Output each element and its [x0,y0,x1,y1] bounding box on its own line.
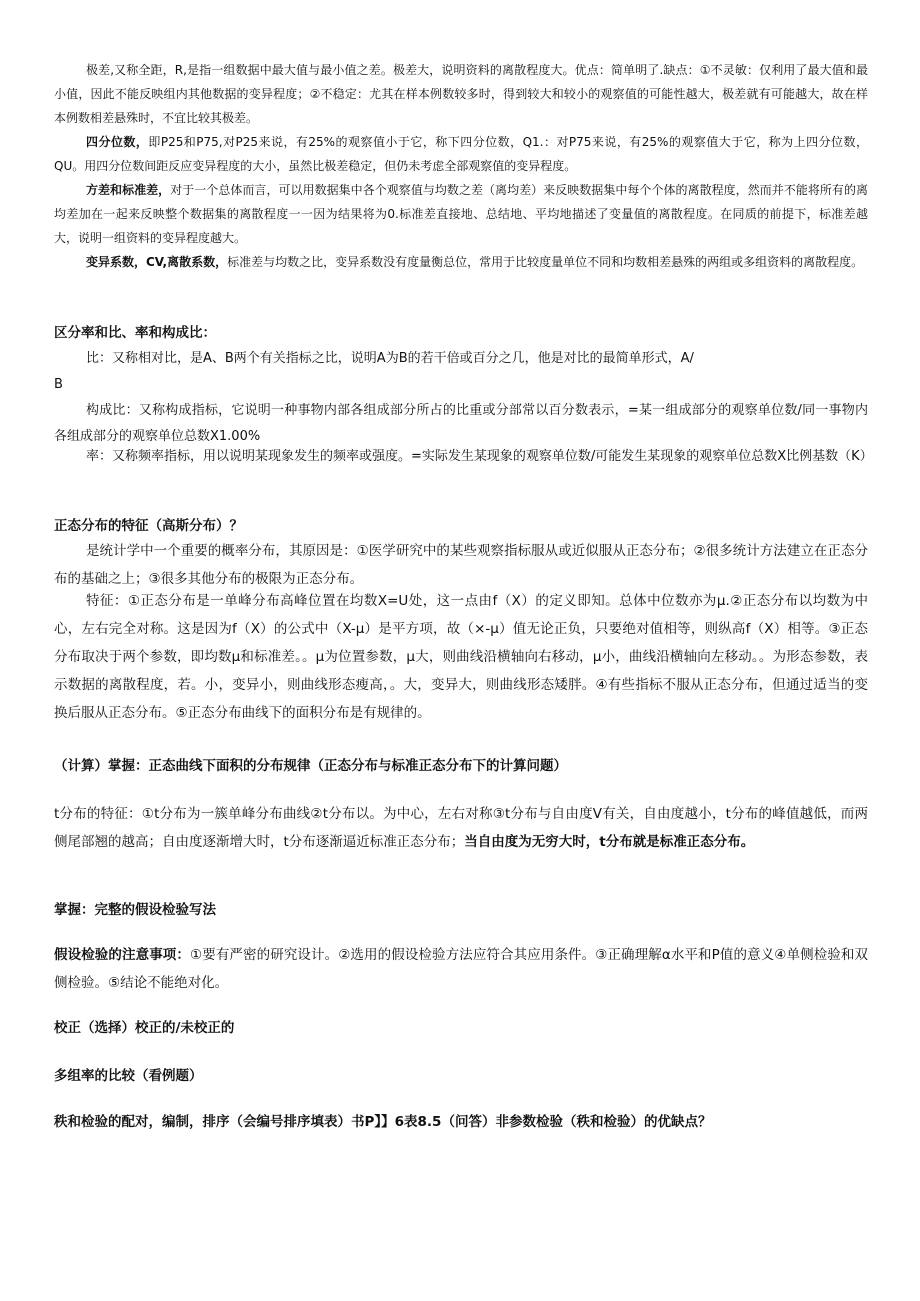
hypothesis-heading: 掌握：完整的假设检验写法 [54,902,216,918]
hypothesis-notes-text: ①要有严密的研究设计。②选用的假设检验方法应符合其应用条件。③正确理解α水平和P值的意义④单侧检验和双侧检验。⑤结论不能绝对化。 [54,947,869,991]
ratio-heading: 区分率和比、率和构成比： [54,325,216,341]
cv-text: 标准差与均数之比，变异系数没有度量衡总位，常用于比较度量单位不同和均数相差悬殊的两组或多组资料的离散程度。 [227,255,864,269]
range-paragraph [54,58,868,130]
variance-text: 对于一个总体而言，可以用数据集中各个观察值与均数之差（离均差）来反映数据集中每个个体的离散程度，然而并不能将所有的离均差加在一起来反映整个数据集的离散程度一一因为结果将为0.标准差直接地、总结地、平均地描述了变量值的离散程度。在同质的前提下，标准差越大，说明一组资料的变异程度越大。 [54,183,868,245]
cv-term: 变异系数，CV,离散系数， [86,255,228,269]
quartile-term: 四分位数， [86,135,149,149]
rate-definition: 率：又称频率指标，用以说明某现象发生的频率或强度。=实际发生某现象的观察单位数/可能发生某现象的观察单位总数X比例基数（K） [86,449,873,464]
cv-paragraph [54,250,868,274]
normal-features: 特征：①正态分布是一单峰分布高峰位置在均数X=U处，这一点由f（X）的定义即知。总体中位数亦为μ.②正态分布以均数为中心，左右完全对称。这是因为f（X）的公式中（X-μ）是平方项，故（×-μ）值无论正负，只要绝对值相等，则纵高f（X）相等。③正态分布取决于两个参数，即均数μ和标准差。。μ为位置参数，μ大，则曲线沿横轴向右移动，μ小，曲线沿横轴向左移动。。为形态参数，表示数据的离散程度，若。小，变异小，则曲线形态瘦高，。大，变异大，则曲线形态矮胖。④有些指标不服从正态分布，但通过适当的变换后服从正态分布。⑤正态分布曲线下的面积分布是有规律的。 [54,593,868,721]
multi-rate-heading: 多组率的比较（看例题） [54,1068,203,1084]
t-distribution-bold: 当自由度为无穷大时，t分布就是标准正态分布。 [464,834,755,850]
quartile-text: 即P25和P75,对P25来说，有25%的观察值小于它，称下四分位数，Q1.：对P75来说，有25%的观察值大于它，称为上四分位数，QU。用四分位数间距反应变异程度的大小，虽然比极差稳定，但仍未考虑全部观察值的变异程度。 [54,135,868,173]
composition-definition: 构成比：又称构成指标，它说明一种事物内部各组成部分所占的比重或分部常以百分数表示，=某一组成部分的观察单位数/同一事物内各组成部分的观察单位总数X1.00% [54,403,868,444]
normal-intro: 是统计学中一个重要的概率分布，其原因是：①医学研究中的某些观察指标服从或近似服从正态分布；②很多统计方法建立在正态分布的基础之上；③很多其他分布的极限为正态分布。 [54,543,868,587]
normal-heading: 正态分布的特征（高斯分布）？ [54,518,243,534]
hypothesis-notes-paragraph [54,941,868,997]
correction-heading: 校正（选择）校正的/未校正的 [54,1020,235,1036]
ratio-definition-cont: B [54,377,63,392]
quartile-paragraph [54,130,868,178]
calc-heading: （计算）掌握：正态曲线下面积的分布规律（正态分布与标准正态分布下的计算问题） [54,758,567,774]
variance-term: 方差和标准差， [86,183,171,197]
variance-paragraph [54,178,868,250]
t-distribution-paragraph [54,800,868,856]
t-distribution-text: t分布的特征：①t分布为一簇单峰分布曲线②t分布以。为中心，左右对称③t分布与自由度V有关，自由度越小，t分布的峰值越低，而两侧尾部翘的越高；自由度逐渐增大时，t分布逐渐逼近标准正态分布； [54,806,868,850]
range-text: 极差,又称全距，R,是指一组数据中最大值与最小值之差。极差大，说明资料的离散程度大。优点：简单明了.缺点：①不灵敏：仅利用了最大值和最小值，因此不能反映组内其他数据的变异程度；②不稳定：尤其在样本例数较多时，得到较大和较小的观察值的可能性越大，极差就有可能越大，故在样本例数相差悬殊时，不宜比较其极差。 [54,63,868,125]
rank-sum-heading: 秩和检验的配对，编制，排序（会编号排序填表）书P】】6表8.5（问答）非参数检验（秩和检验）的优缺点？ [54,1114,712,1130]
hypothesis-notes-term: 假设检验的注意事项： [54,947,191,963]
ratio-definition: 比：又称相对比，是A、B两个有关指标之比，说明A为B的若干倍或百分之几，他是对比的最简单形式，A/ [86,351,694,366]
